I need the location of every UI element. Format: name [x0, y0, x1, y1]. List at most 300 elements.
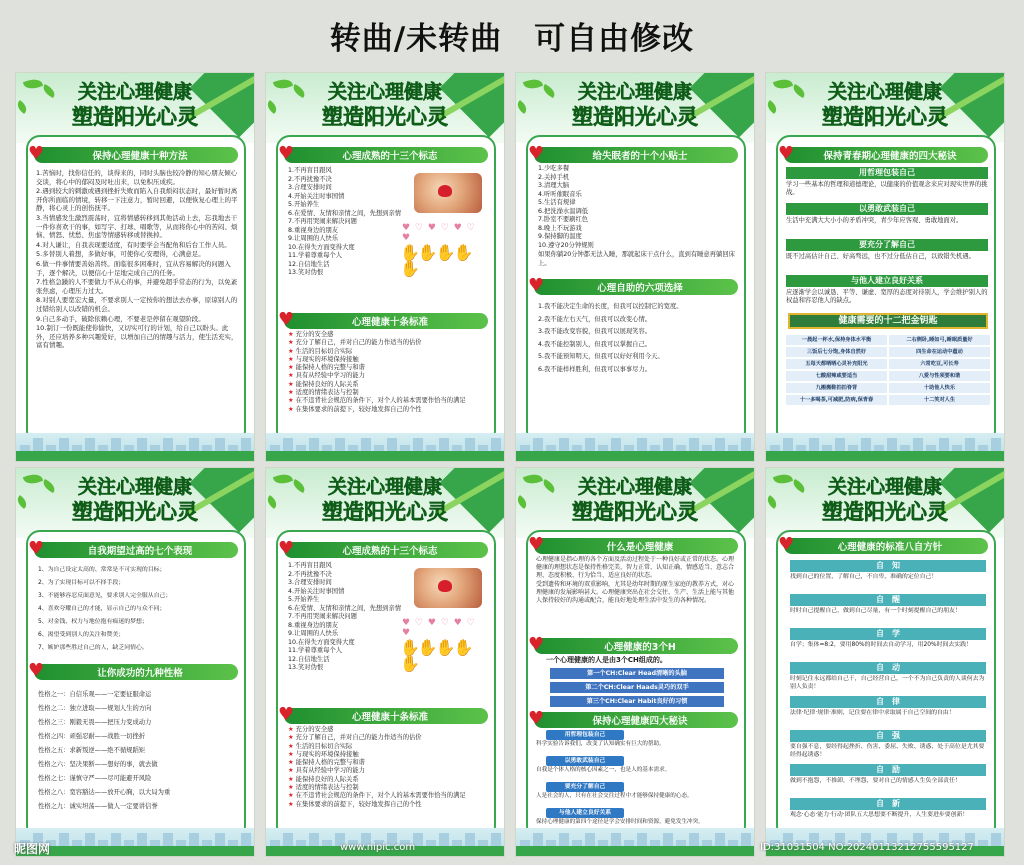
list-item: [288, 743, 488, 751]
building: [439, 833, 449, 846]
building: [215, 833, 225, 846]
poster-title-line2: 塑造阳光心灵: [322, 105, 448, 129]
star-icon: ★: [288, 331, 294, 338]
method-paragraph: 5.多替别人着想，多做好事，可使你心安理得，心满意足。: [36, 250, 205, 259]
building: [85, 438, 95, 451]
building: [137, 438, 147, 451]
top-banner: [0, 0, 1024, 70]
list-item: [288, 751, 488, 759]
list-item: 11.学着尊重每个人: [288, 647, 343, 654]
building: [335, 438, 345, 451]
building: [163, 833, 173, 846]
building: [241, 833, 251, 846]
section-title: 自我期望过高的七个表现: [87, 546, 193, 557]
list-item: 1、为自己设定太高的、常常是不可实现的目标；: [38, 567, 166, 573]
principle-text: 做到不抱怨，不推卸，不埋怨，要对自己的情感人生负全部责任！: [790, 778, 961, 784]
secret-text: 学习一些基本的哲理和道德理论，以健康的价值观念来应对现实世界的挑战。: [786, 181, 988, 197]
heart-icon: ♥: [778, 534, 795, 555]
list-item: 5.生活有规律: [538, 199, 576, 206]
traits-list: [38, 688, 238, 814]
heart-icon: ♥: [778, 143, 795, 164]
heart-icon: ♥: [28, 538, 45, 559]
section-title: 让你成功的九种性格: [97, 668, 183, 679]
building: [361, 438, 371, 451]
list-item: 2.不再扰豫不决: [288, 570, 332, 578]
list-item: 9.保持脚的温度: [538, 233, 582, 240]
tip-heading: 以勇敢武装自己: [546, 756, 624, 766]
section-title: 保持心理健康四大秘诀: [592, 716, 688, 727]
tip-heading: 要充分了解自己: [546, 782, 624, 792]
section-title: 什么是心理健康: [606, 542, 674, 553]
building: [491, 833, 501, 846]
secret-heading: 与他人建立良好关系: [786, 275, 988, 287]
star-icon: ★: [288, 775, 294, 783]
section-title: 心理健康的3个H: [604, 642, 676, 653]
building: [241, 438, 251, 451]
tip-text: 科学实验告诉我们，改变了认知确实有巨大的帮助。: [536, 741, 665, 747]
section-title: 心理健康的标准八自方针: [837, 542, 943, 553]
section-maturity: [278, 538, 488, 559]
hands-heart-photo: [414, 568, 482, 608]
building: [137, 833, 147, 846]
star-icon: ★: [288, 389, 294, 397]
list-item: 10.遵守20分钟规则: [538, 241, 594, 249]
principle-text: 时时自己提醒自己，做到自己尽量，有一个时刻提醒自己的朋友！: [790, 608, 961, 614]
section-title: 心理健康十条标准: [351, 317, 428, 328]
golden-key-item: 一晨起一杯水,保持身体水平衡: [786, 335, 887, 345]
principle-heading: 自 强: [790, 730, 986, 742]
method-paragraph: 10.制订一份既能使你愉快，又切实可行的计划，给自己以盼头。此外，还应培养多种兴趣爱好，以增加自己的情趣与活力，使生活充实，富有情趣。: [36, 324, 238, 350]
principle-heading: 自 动: [790, 662, 986, 674]
building: [413, 438, 423, 451]
building: [533, 833, 543, 846]
building: [715, 438, 725, 451]
building: [111, 833, 121, 846]
list-item-text: 在不违背社会规范的条件下，对个人的基本需要作恰当的满足: [295, 397, 466, 405]
list-item: 13.笑对伪恨: [288, 269, 324, 276]
building: [163, 438, 173, 451]
list-item: 2、为了实现目标可以不择手段；: [38, 580, 125, 586]
building: [611, 833, 621, 846]
poster-title-line1: 关注心理健康: [327, 81, 442, 103]
list-item: 1.不再盲目跟风: [288, 562, 332, 569]
building: [689, 833, 699, 846]
building: [637, 833, 647, 846]
list-item: 3.我不能改变容貌，但我可以展现笑容。: [538, 328, 652, 335]
building: [215, 438, 225, 451]
building: [965, 438, 975, 451]
list-item: 2.不再扰豫不决: [288, 175, 332, 183]
poster-title-line1: 关注心理健康: [77, 81, 192, 103]
heart-icon: ♥: [528, 534, 545, 555]
section-title: 心理成熟的十三个标志: [342, 151, 438, 162]
tip-heading: 用哲理包装自己: [546, 730, 624, 740]
list-item: 12.自信地生活: [288, 260, 330, 268]
raised-hands-decoration: ✋✋✋✋✋: [400, 243, 472, 278]
list-item-text: 具有从经验中学习的能力: [295, 372, 365, 380]
star-icon: ★: [288, 339, 294, 347]
section-maturity: [278, 143, 488, 164]
list-item: 5.我不能预知明天，但我可以好好利用今天。: [538, 353, 664, 360]
list-item: [288, 792, 488, 800]
list-item-text: 生活的目标切合实际: [295, 742, 353, 750]
grass-strip: [516, 846, 754, 856]
building: [715, 833, 725, 846]
heart-icon: ♥: [28, 660, 45, 681]
poster-1: [15, 72, 255, 462]
golden-key-item: 十二笑对人生: [889, 395, 990, 405]
list-item: 4.我不能控制别人，但我可以掌握自己。: [538, 340, 652, 348]
list-item: 6.把洗澡水温调低: [538, 207, 589, 215]
list-item: 3、不能够容忍反面意见，要求别人完全服从自己；: [38, 593, 172, 599]
poster-4: [765, 72, 1005, 462]
section-title: 心理健康十条标准: [351, 712, 428, 723]
poster-title-line2: 塑造阳光心灵: [72, 500, 198, 524]
insomnia-list: [538, 165, 594, 250]
golden-key-item: 八爱与性须要和谐: [889, 371, 990, 381]
list-item: 2.我不能左右天气，但我可以改变心情。: [538, 315, 652, 323]
secret-heading: 要充分了解自己: [786, 239, 988, 251]
golden-key-item: 十一多喝茶,可减肥,防病,保青春: [786, 395, 887, 405]
building: [533, 438, 543, 451]
tip-text: 自我是个体人格的核心因素之一，也是人的基本需求。: [536, 767, 671, 773]
list-item-text: 适度的情绪表达与控制: [295, 389, 359, 397]
principle-text: 要自强不息，要经得起挫折、伤害、委屈、失败、诱惑，处于高位是尤其要经得起诱惑！: [790, 744, 985, 758]
building: [309, 438, 319, 451]
tip-text: 保持心理健康的第四个途径是学会安排时间和资源，避免发生冲突。: [536, 819, 704, 825]
building: [939, 438, 949, 451]
building: [861, 438, 871, 451]
principle-heading: 自 知: [790, 560, 986, 572]
building: [741, 438, 751, 451]
principle-text: 观念·心态·能力·行动·团队五大思想要不断提升，人生要进步要创新！: [790, 812, 969, 818]
building: [663, 833, 673, 846]
secret-heading: 以勇敢武装自己: [786, 203, 988, 215]
list-item-text: 与现实的环境保持接触: [295, 355, 359, 363]
list-item: 3.清理大脑: [538, 182, 570, 189]
watermark-site: www.nipic.com: [340, 842, 416, 853]
list-item: 6.在爱情、友情和亲情之间，先想到亲情: [288, 604, 402, 612]
list-item: 7.卧室不要刷红色: [538, 216, 589, 223]
grass-strip: [516, 451, 754, 461]
building: [559, 833, 569, 846]
list-item: 性格之八：宽容豁达——放开心胸，以大局为重: [38, 789, 171, 796]
building: [689, 438, 699, 451]
section-ten-standards: [278, 309, 488, 330]
building: [309, 833, 319, 846]
three-h-subline: 一个心理健康的人是由3个CH组成的。: [546, 656, 667, 664]
star-icon: ★: [288, 364, 294, 372]
poster-title-line2: 塑造阳光心灵: [322, 500, 448, 524]
list-item: 3.合理安排时间: [288, 579, 332, 586]
heart-icon: ♥: [528, 634, 545, 655]
list-item: 2.关掉手机: [538, 173, 570, 181]
poster-title-line2: 塑造阳光心灵: [822, 500, 948, 524]
section-four-secrets: [778, 143, 988, 164]
list-item-text: 在集体要求的前提下，较好地发挥自己的个性: [295, 800, 422, 808]
three-h-bar: 第一个CH:Clear Head清晰的头脑: [550, 668, 724, 679]
principle-text: 自学；集体=8:2，要用80%的时间去自动学习，用20%时间去实践！: [790, 642, 972, 648]
building: [585, 438, 595, 451]
list-item: [288, 348, 488, 356]
secret-heading: 用哲理包装自己: [786, 167, 988, 179]
list-item: 6、渴望受到别人的关注和赞美；: [38, 632, 125, 638]
poster-6: [265, 467, 505, 857]
principle-text: 找到自己的位置，了解自己，不自卑，准确的定位自己！: [790, 574, 938, 580]
section-title: 心理自助的六项选择: [597, 283, 683, 294]
poster-2: [265, 72, 505, 462]
poster-title-line1: 关注心理健康: [577, 81, 692, 103]
star-icon: ★: [288, 742, 294, 750]
list-item: 9.让周围的人快乐: [288, 235, 339, 242]
building: [887, 438, 897, 451]
list-item-text: 能保持人格的完整与和谐: [295, 759, 365, 767]
list-item: 3.合理安排时间: [288, 184, 332, 191]
hearts-decoration: ♥ ♡ ♥ ♡ ♥ ♡ ♥: [402, 223, 476, 243]
list-item: 10.在得失方面变得大度: [288, 243, 355, 251]
building: [663, 438, 673, 451]
poster-title-line1: 关注心理健康: [827, 476, 942, 498]
building: [835, 438, 845, 451]
list-item: 7.不再用哭闹来解决问题: [288, 218, 357, 225]
poster-8: [765, 467, 1005, 857]
list-item: 性格之一：自信乐观——一定要征服命运: [38, 691, 152, 698]
list-item-text: 在不违背社会规范的条件下，对个人的基本需要作恰当的满足: [295, 792, 466, 800]
list-item: [288, 381, 488, 389]
star-icon: ★: [288, 767, 294, 775]
method-paragraph: 7.性格急躁的人不要做力不从心的事，并避免超乎常态的行为，以免紊张焦虑，心理压力过大。: [36, 278, 238, 295]
hearts-decoration: ♥ ♡ ♥ ♡ ♥ ♡ ♥: [402, 618, 476, 638]
heart-icon: ♥: [528, 275, 545, 296]
poster-grid: [0, 70, 1024, 865]
heart-icon: ♥: [278, 309, 295, 330]
golden-key-item: 七酸甜辣咸要适当: [786, 371, 887, 381]
building: [59, 438, 69, 451]
list-item: 5.开始养生: [288, 596, 320, 603]
star-icon: ★: [288, 380, 294, 388]
method-paragraph: 1.苦恼时，找你信任的，谈得来的，同时头脑也较冷静的知心朋友倾心交谈，将心中的郁闷及时吐出来，以免积压成疾。: [36, 169, 238, 186]
heart-icon: ♥: [278, 538, 295, 559]
principle-heading: 自 醒: [790, 594, 986, 606]
building: [913, 438, 923, 451]
list-item: 4.开始关注时事国情: [288, 192, 345, 200]
heart-icon: ♥: [28, 143, 45, 164]
list-item: 性格之三：刚毅无畏——把压力变成动力: [38, 719, 152, 726]
star-icon: ★: [288, 355, 294, 363]
building: [387, 438, 397, 451]
method-paragraph: 8.对别人要宽宏大量，不要求别人一定按你的想法去办事，原谅别人的过错给别人以改错的机会。: [36, 296, 238, 313]
three-h-bar: 第三个CH:Clear Habit良好的习惯: [550, 696, 724, 707]
list-item: 4.听听催眠音乐: [538, 190, 582, 198]
definition-paragraph: 心理健康是指心理的各个方面及活动过程处于一种良好或正常的状态。心理健康的理想状态是保持性格完美、智力正常、认知正确、情感适当、意志合理、态度积极、行为恰当、适应良好的状态。: [536, 556, 735, 579]
building: [783, 438, 793, 451]
list-item: 性格之二：独立进取——规划人生的方向: [38, 705, 152, 712]
building: [559, 438, 569, 451]
list-item-text: 在集体要求的前提下，较好地发挥自己的个性: [295, 405, 422, 413]
list-item: [288, 767, 488, 775]
section-three-h: [528, 634, 738, 655]
method-paragraph: 2.遇到较大的刺激或遇到挫折失败而陷入自我烦闷状态时，最好暂时离开你所面临的情境，转移一下注意力，暂时回避，以便恢复心理上的平静，将心灵上的创伤抚平。: [36, 187, 238, 213]
list-item-text: 充分了解自己，并对自己的能力作适当的估价: [295, 734, 422, 742]
list-item: [288, 339, 488, 347]
golden-key-item: 五每天都晒晒心灵补充阳光: [786, 359, 887, 369]
poster-3: [515, 72, 755, 462]
star-icon: ★: [288, 784, 294, 792]
heart-icon: ♥: [278, 143, 295, 164]
building: [991, 833, 1001, 846]
principle-heading: 自 学: [790, 628, 986, 640]
building: [111, 438, 121, 451]
heart-icon: ♥: [528, 143, 545, 164]
method-paragraph: 4.对人谦让，自我表现要适度，有时要学会当配角和后台工作人员。: [36, 240, 231, 249]
list-item: 8.重视身边的朋友: [288, 226, 339, 234]
poster-title-line2: 塑造阳光心灵: [572, 105, 698, 129]
building: [439, 438, 449, 451]
definition-text: [536, 556, 738, 606]
grass-strip: [16, 451, 254, 461]
section-title: 给失眠者的十个小贴士: [592, 151, 688, 162]
secret-text: 生活中充满大大小小的矛盾冲突，青少年应客观、勇敢地面对。: [786, 217, 963, 224]
list-item: 13.笑对伪恨: [288, 664, 324, 671]
poster-title-line2: 塑造阳光心灵: [572, 500, 698, 524]
list-item: 1.我不能决定生命的长度，但我可以控制它的宽度。: [538, 303, 683, 310]
building: [637, 438, 647, 451]
hands-heart-photo: [414, 173, 482, 213]
standards-list: [288, 331, 488, 414]
star-icon: ★: [288, 750, 294, 758]
methods-text: [36, 169, 238, 351]
three-h-bar: 第二个CH:Clear Haads灵巧的双手: [550, 682, 724, 693]
building: [491, 438, 501, 451]
list-item: 1.少吃多餐: [538, 165, 570, 172]
list-item-text: 适度的情绪表达与控制: [295, 784, 359, 792]
method-paragraph: 3.当情感发生激烈震荡时，宜将情感转移到其他活动上去，忘我地去干一件你喜欢干的事，如写字、打球、唱歌等，从而将你心中的苦闷、烦恼、愤怒、忧愁、焦虑等情感转移或替换掉。: [36, 213, 238, 240]
section-self-help: [528, 275, 738, 296]
star-icon: ★: [288, 759, 294, 767]
building: [283, 438, 293, 451]
list-item: 5.开始养生: [288, 201, 320, 208]
star-icon: ★: [288, 792, 294, 800]
principle-heading: 自 励: [790, 764, 986, 776]
list-item: 9.让周围的人快乐: [288, 630, 339, 637]
building: [283, 833, 293, 846]
method-paragraph: 9.自己多动手，破除依赖心理，不要老是停留在观望阶段。: [36, 314, 205, 323]
star-icon: ★: [288, 372, 294, 380]
list-item: 10.在得失方面变得大度: [288, 638, 355, 646]
building: [33, 438, 43, 451]
list-item: 性格之四：顽强忍耐——战胜一切挫折: [38, 733, 146, 740]
poster-5: [15, 467, 255, 857]
principle-heading: 自 新: [790, 798, 986, 810]
building: [809, 438, 819, 451]
list-item: [288, 801, 488, 809]
heart-icon: ♥: [278, 704, 295, 725]
list-item-text: 能保持良好的人际关系: [295, 380, 359, 388]
list-item: [288, 734, 488, 742]
section-four-secrets: [528, 708, 738, 729]
golden-key-item: 三饭后七分饱,身体自然好: [786, 347, 887, 357]
list-item: [288, 397, 488, 405]
list-item: 11.学着尊重每个人: [288, 252, 343, 259]
banner-title: 转曲/未转曲 可自由修改: [329, 20, 695, 57]
list-item-text: 能保持良好的人际关系: [295, 775, 359, 783]
list-item-text: 充分了解自己，并对自己的能力作适当的估价: [295, 339, 422, 347]
maturity-list: [288, 167, 401, 278]
poster-title-line2: 塑造阳光心灵: [72, 105, 198, 129]
list-item: 4、喜欢夸耀自己的才能，显示自己的与众不同；: [38, 606, 166, 612]
star-icon: ★: [288, 734, 294, 742]
section-high-expectations: [28, 538, 238, 559]
watermark-id: ID:31031504 NO:20240113212755595127: [760, 842, 974, 853]
raised-hands-decoration: ✋✋✋✋✋: [400, 638, 472, 673]
poster-title-line1: 关注心理健康: [327, 476, 442, 498]
section-title: 保持青春期心理健康的四大秘诀: [823, 151, 957, 162]
poster-title-line1: 关注心理健康: [77, 476, 192, 498]
poster-7: [515, 467, 755, 857]
star-icon: ★: [288, 347, 294, 355]
grass-strip: [266, 451, 504, 461]
maturity-list: [288, 562, 401, 673]
building: [189, 438, 199, 451]
grass-strip: [16, 846, 254, 856]
list-item: 12.自信地生活: [288, 655, 330, 663]
golden-keys-title: 健康需要的十二把金钥匙: [788, 313, 988, 329]
building: [585, 833, 595, 846]
self-help-list: [538, 301, 738, 376]
star-icon: ★: [288, 726, 294, 733]
principle-text: 时刻记住永远都给自己干，自己经营自己，一个不为自己负责的人谈何去为别人负责！: [790, 676, 985, 690]
standards-list: [288, 726, 488, 809]
golden-keys-grid: [786, 335, 990, 405]
star-icon: ★: [288, 800, 294, 808]
heart-icon: [438, 580, 452, 592]
list-item-text: 充分的安全感: [295, 331, 334, 338]
list-item: 性格之五：求新叛逆——绝不循规蹈矩: [38, 747, 146, 754]
grass-strip: [766, 451, 1004, 461]
list-item: 4.开始关注时事国情: [288, 587, 345, 595]
method-paragraph: 6.做一件事情要善始善终。面临很多困难时，宜从容易解决的问题入手，逐个解决，以便信心十足地完成自己的任务。: [36, 259, 231, 277]
poster-title-line2: 塑造阳光心灵: [822, 105, 948, 129]
building: [611, 438, 621, 451]
building: [465, 438, 475, 451]
building: [741, 833, 751, 846]
list-item: 7.不再用哭闹来解决问题: [288, 613, 357, 620]
building: [85, 833, 95, 846]
list-item: 性格之九：诚实坦荡——做人一定要讲信誉: [38, 803, 158, 810]
list-item-text: 与现实的环境保持接触: [295, 750, 359, 758]
section-nine-traits: [28, 660, 238, 681]
list-item-text: 具有从经验中学习的能力: [295, 767, 365, 775]
golden-key-item: 二右侧卧,睡如弓,睡眠质量好: [889, 335, 990, 345]
list-item: 1.不再盲目跟风: [288, 167, 332, 174]
section-eight-principles: [778, 534, 988, 555]
section-what-is-health: [528, 534, 738, 555]
heart-icon: ♥: [528, 708, 545, 729]
tip-text: 人是社会的人，只有在社会交往过程中才能够保持健康的心态。: [536, 793, 693, 799]
list-item: 6.在爱情、友情和亲情之间，先想到亲情: [288, 209, 402, 217]
expectations-list: [38, 564, 238, 655]
watermark-left: 昵图网: [14, 842, 51, 856]
building: [465, 833, 475, 846]
list-item-text: 生活的目标切合实际: [295, 347, 353, 355]
heart-icon: [438, 185, 452, 197]
definition-paragraph: 受到遗传和环境的双重影响，尤其是幼年时期的原生家庭的教养方式，对心理健康的发展影响甚大。心理健康突出在社会交往、生产、生活上能与其他人保持较好的沟通或配合，能良好地处理生活中发生的各种情况。: [536, 581, 735, 604]
section-title: 保持心理健康十种方法: [92, 151, 188, 162]
building: [991, 438, 1001, 451]
golden-key-item: 四生命在运动中蕴动: [889, 347, 990, 357]
golden-key-item: 九搬搬鞋拍拍脊背: [786, 383, 887, 393]
poster-title-line1: 关注心理健康: [577, 476, 692, 498]
